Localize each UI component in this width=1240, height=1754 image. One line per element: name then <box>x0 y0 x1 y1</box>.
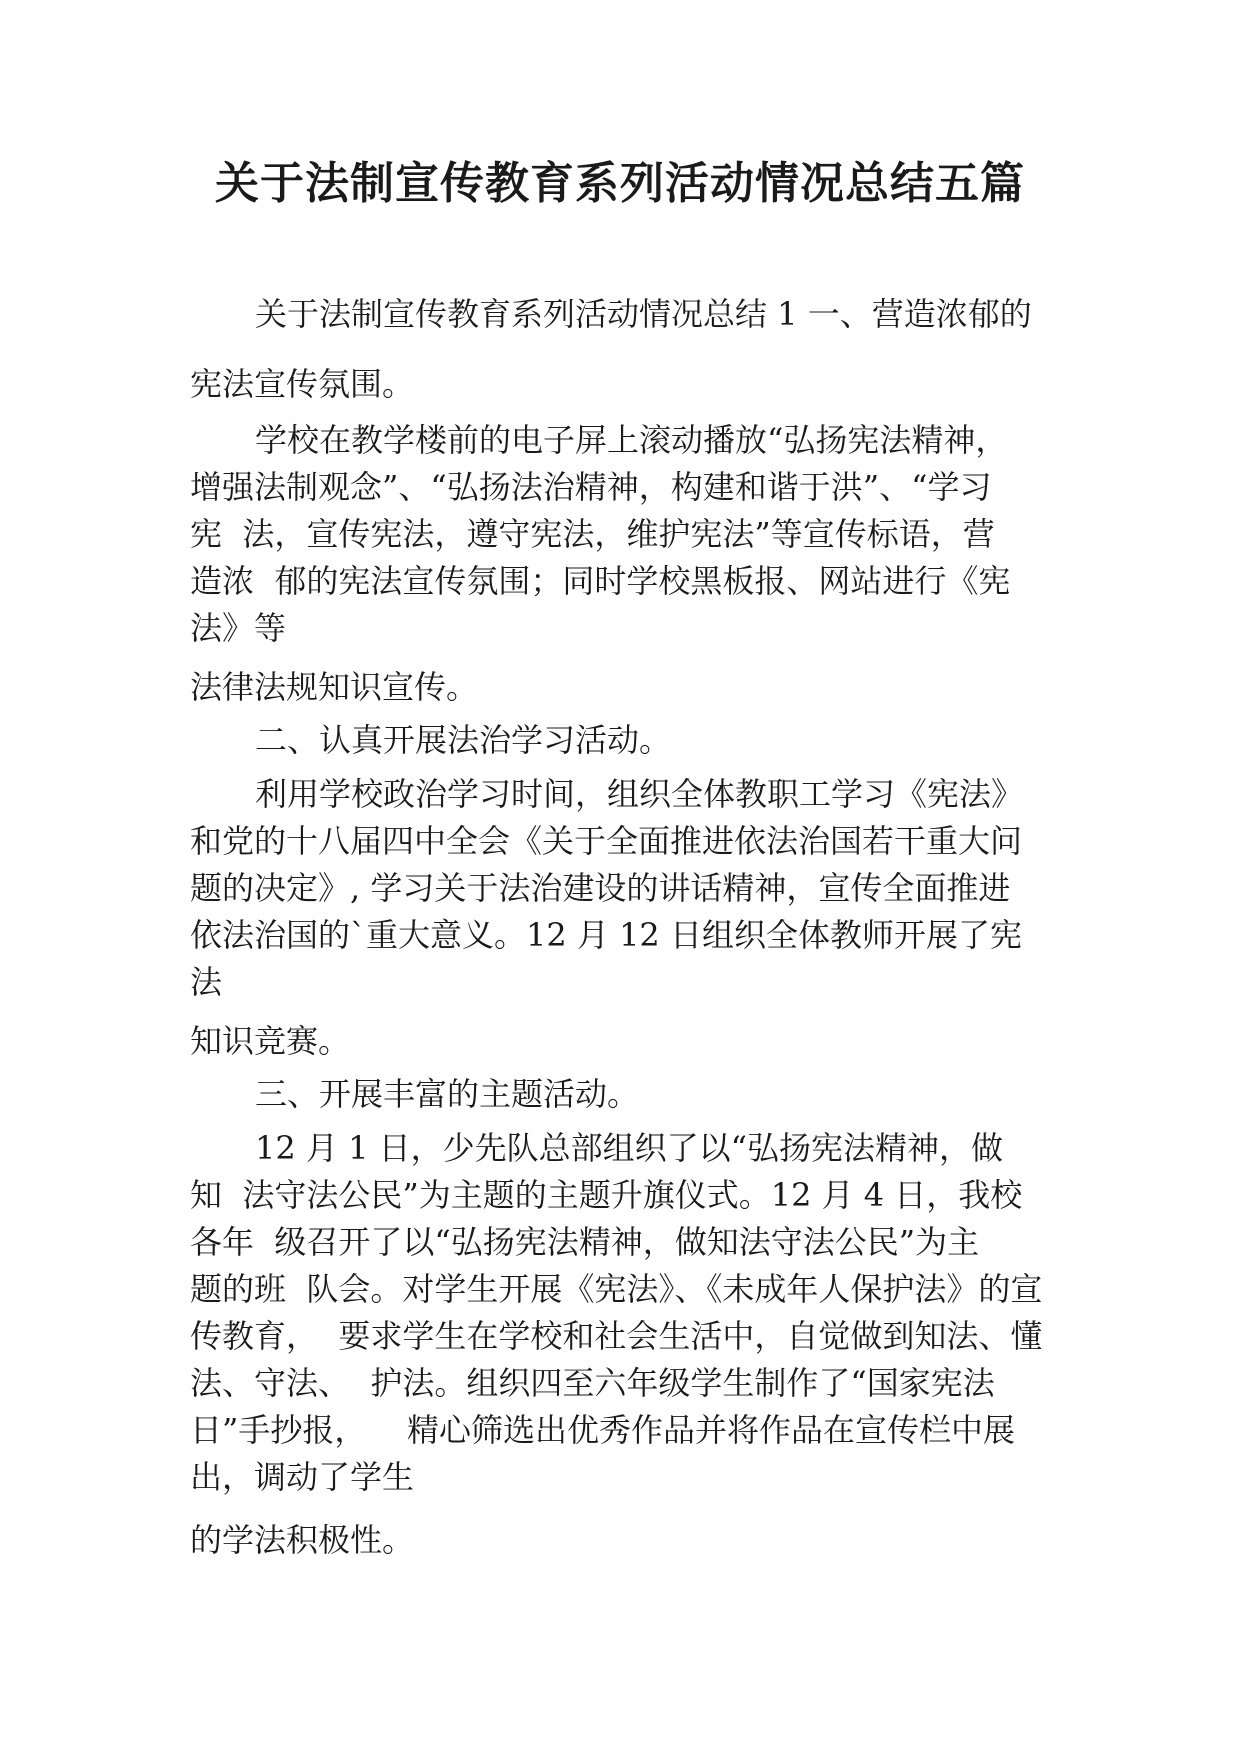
paragraph-line: 知识竞赛。 <box>190 1022 351 1060</box>
paragraph-line: 和党的十八届四中全会《关于全面推进依法治国若干重大问 <box>190 822 1023 860</box>
paragraph-line: 传教育， 要求学生在学校和社会生活中，自觉做到知法、懂 <box>190 1317 1043 1355</box>
paragraph-line: 法、守法、 护法。组织四至六年级学生制作了“国家宪法 <box>190 1364 995 1402</box>
paragraph-line: 学校在教学楼前的电子屏上滚动播放“弘扬宪法精神， <box>255 421 1008 459</box>
paragraph-line: 利用学校政治学习时间，组织全体教职工学习《宪法》 <box>255 775 1024 813</box>
paragraph-line: 依法治国的`重大意义。12 月 12 日组织全体教师开展了宪 <box>190 916 1022 954</box>
paragraph-line: 法 <box>190 963 223 1001</box>
paragraph-line: 题的班 队会。对学生开展《宪法》、《未成年人保护法》的宣 <box>190 1270 1043 1308</box>
paragraph-line: 出，调动了学生 <box>190 1458 415 1496</box>
paragraph-line: 法律法规知识宣传。 <box>190 668 479 706</box>
document-title: 关于法制宣传教育系列活动情况总结五篇 <box>215 158 1025 209</box>
section-heading: 三、开展丰富的主题活动。 <box>255 1075 640 1113</box>
paragraph-line: 宪 法，宣传宪法，遵守宪法，维护宪法”等宣传标语，营 <box>190 515 995 553</box>
paragraph-line: 各年 级召开了以“弘扬宪法精神，做知法守法公民”为主 <box>190 1223 980 1261</box>
paragraph-line: 关于法制宣传教育系列活动情况总结 1 一、营造浓郁的 <box>255 295 1032 333</box>
paragraph-line: 知 法守法公民”为主题的主题升旗仪式。12 月 4 日，我校 <box>190 1176 1023 1214</box>
paragraph-line: 宪法宣传氛围。 <box>190 365 415 403</box>
paragraph-line: 造浓 郁的宪法宣传氛围；同时学校黑板报、网站进行《宪 <box>190 562 1011 600</box>
paragraph-line: 的学法积极性。 <box>190 1521 415 1559</box>
paragraph-line: 增强法制观念”、“弘扬法治精神，构建和谐于洪”、“学习 <box>190 468 992 506</box>
paragraph-line: 12 月 1 日，少先队总部组织了以“弘扬宪法精神，做 <box>255 1129 1003 1167</box>
paragraph-line: 题的决定》, 学习关于法治建设的讲话精神，宣传全面推进 <box>190 869 1011 907</box>
section-heading: 二、认真开展法治学习活动。 <box>255 721 672 759</box>
paragraph-line: 法》等 <box>190 609 287 647</box>
paragraph-line: 日”手抄报， 精心筛选出优秀作品并将作品在宣传栏中展 <box>190 1411 1016 1449</box>
